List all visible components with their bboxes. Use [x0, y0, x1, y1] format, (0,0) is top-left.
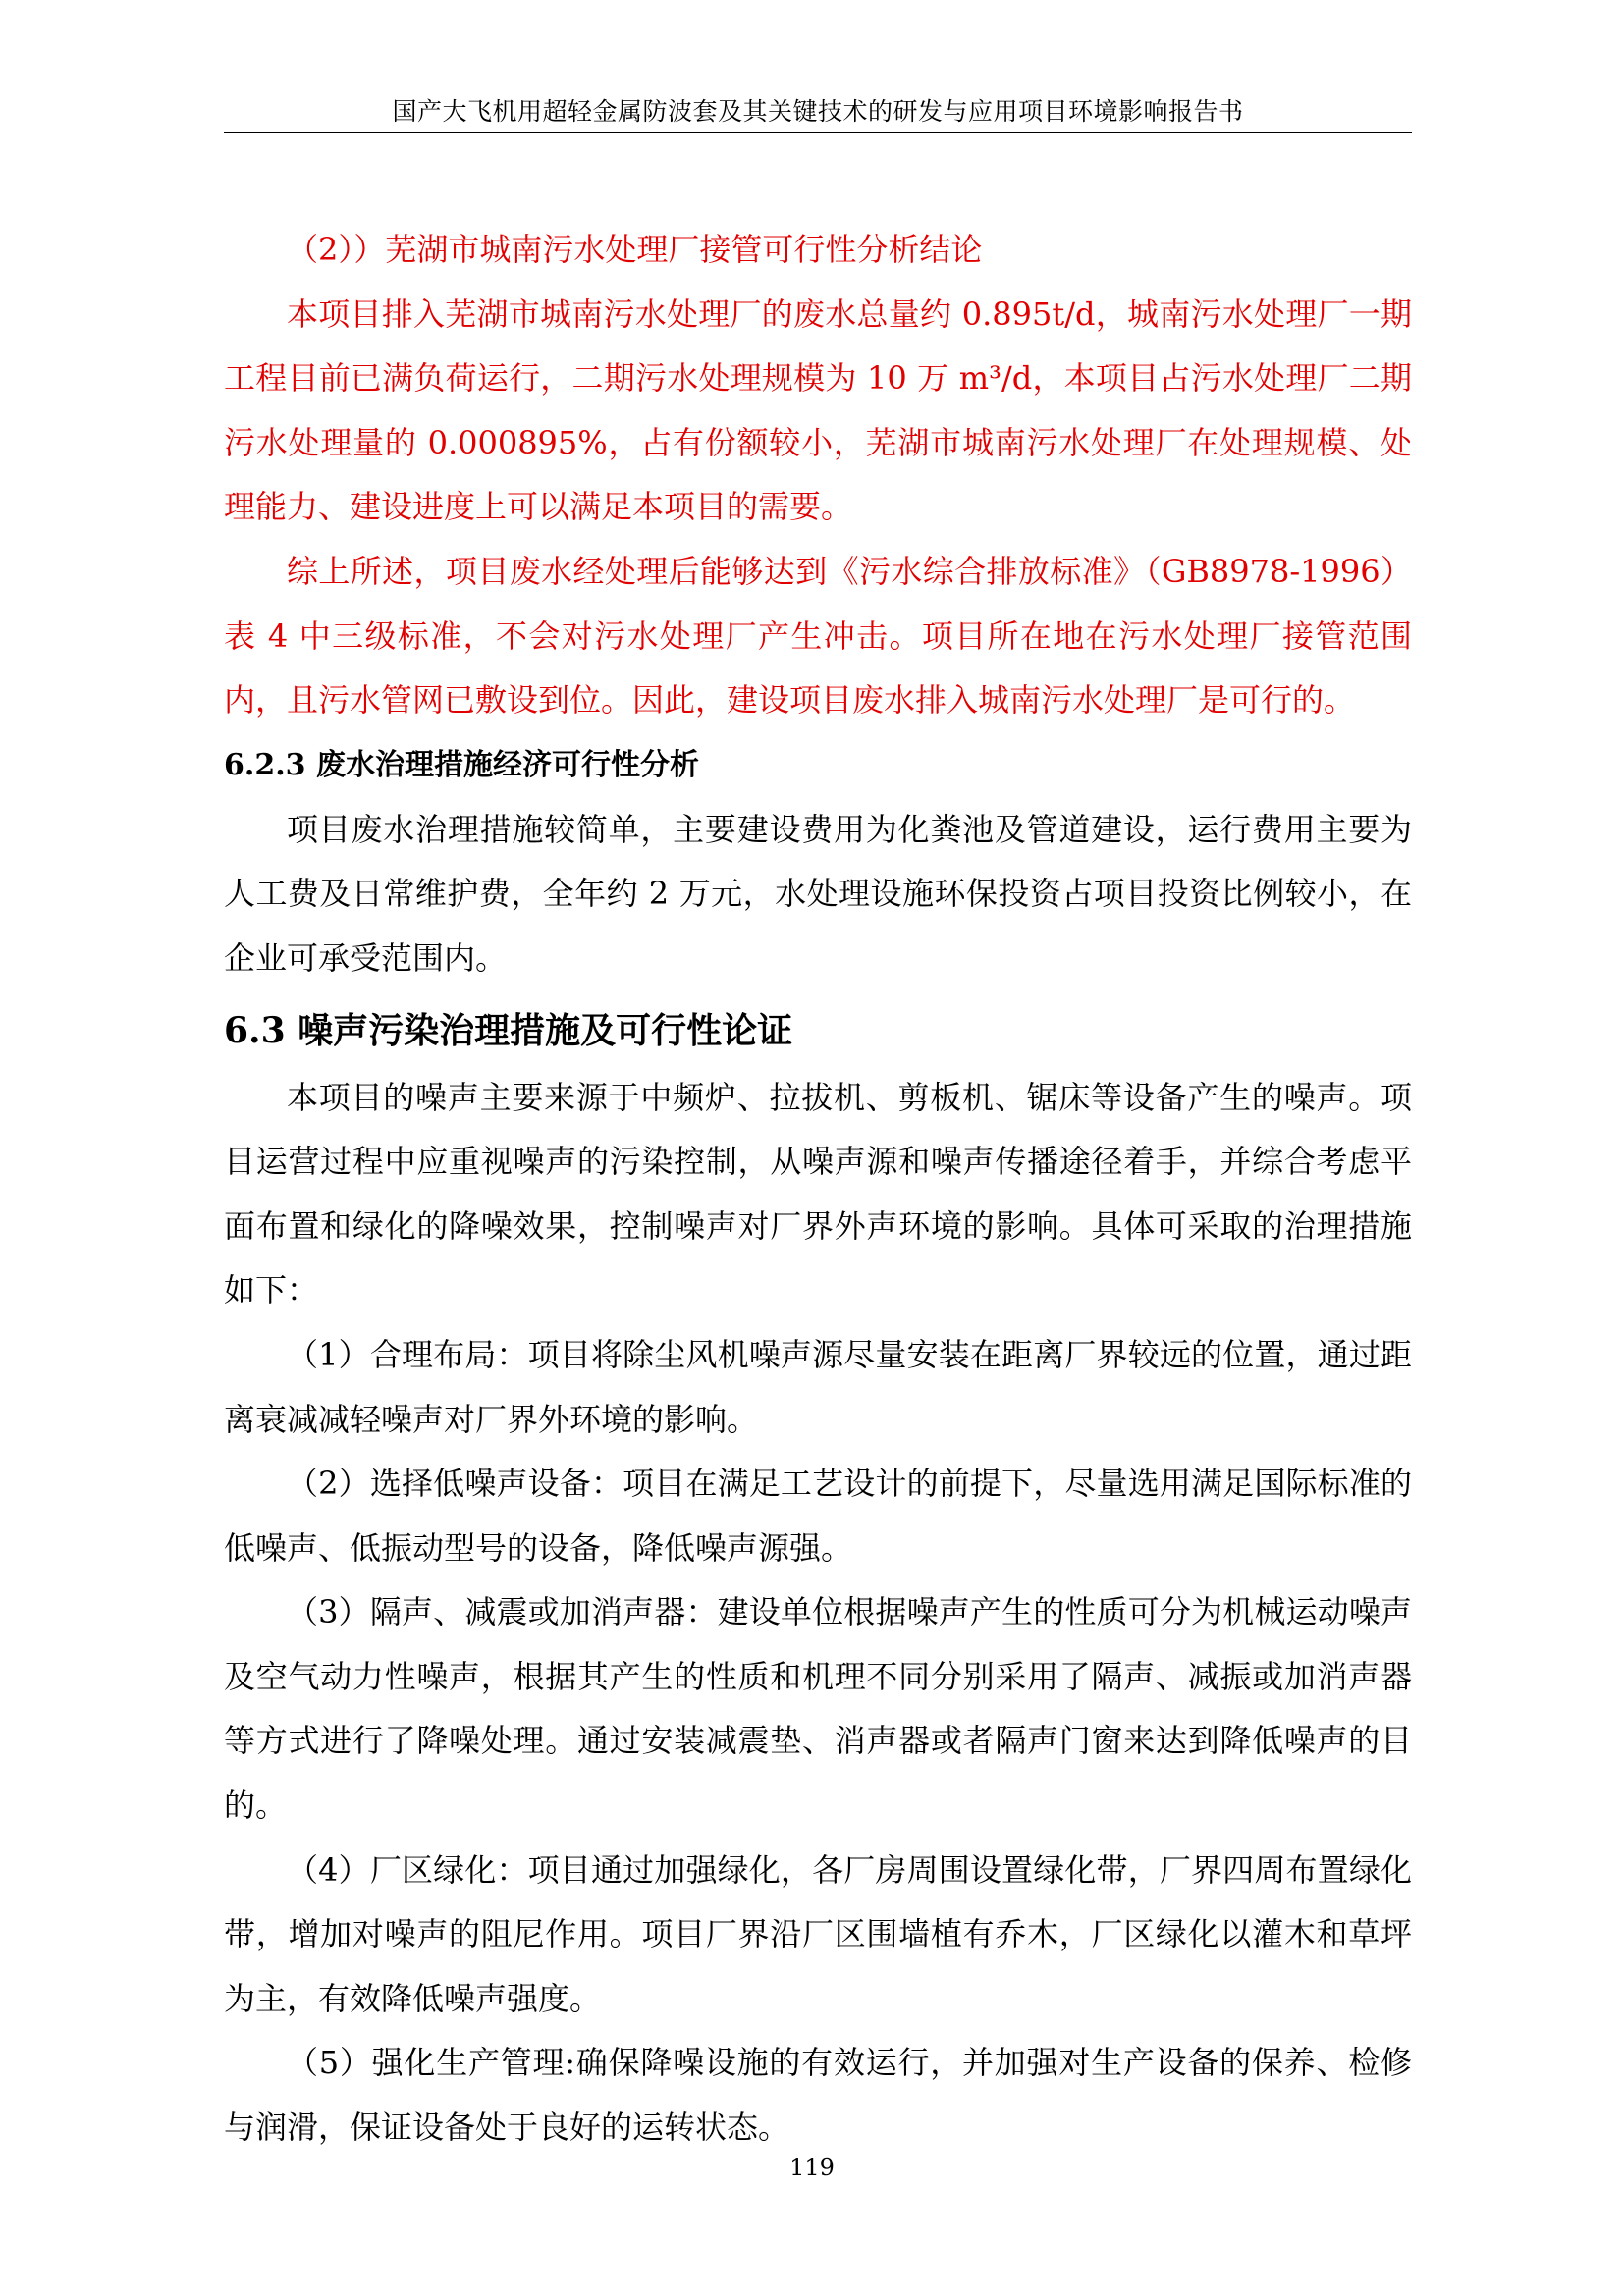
conclusion-paragraph-capacity: 本项目排入芜湖市城南污水处理厂的废水总量约 0.895t/d，城南污水处理厂一期工程目前已满负荷运行，二期污水处理规模为 10 万 m³/d，本项目占污水处理厂二期污水处理量的 0.000895%，占有份额较小，芜湖市城南污水处理厂在处理规模、处理能力、建设进度上可以满足本项目的需要。: [224, 294, 1412, 526]
section-heading-6-3: 6.3 噪声污染治理措施及可行性论证: [224, 1009, 793, 1051]
noise-measure-management: （5）强化生产管理:确保降噪设施的有效运行，并加强对生产设备的保养、检修与润滑，保证设备处于良好的运转状态。: [224, 2044, 1412, 2147]
page-body: [224, 218, 1412, 2161]
running-header: 国产大飞机用超轻金属防波套及其关键技术的研发与应用项目环境影响报告书: [392, 97, 1244, 126]
noise-measure-layout: （1）合理布局：项目将除尘风机噪声源尽量安装在距离厂界较远的位置，通过距离衰减减轻噪声对厂界外环境的影响。: [224, 1335, 1412, 1438]
noise-measure-equipment: （2）选择低噪声设备：项目在满足工艺设计的前提下，尽量选用满足国际标准的低噪声、低振动型号的设备，降低噪声源强。: [224, 1465, 1412, 1567]
wastewater-economic-paragraph: 项目废水治理措施较简单，主要建设费用为化粪池及管道建设，运行费用主要为人工费及日常维护费，全年约 2 万元，水处理设施环保投资占项目投资比例较小，在企业可承受范围内。: [224, 810, 1412, 977]
conclusion-heading: （2））芜湖市城南污水处理厂接管可行性分析结论: [287, 231, 983, 268]
header-divider: [224, 132, 1412, 133]
noise-intro-paragraph: 本项目的噪声主要来源于中频炉、拉拔机、剪板机、锯床等设备产生的噪声。项目运营过程中应重视噪声的污染控制，从噪声源和噪声传播途径着手，并综合考虑平面布置和绿化的降噪效果，控制噪声对厂界外声环境的影响。具体可采取的治理措施如下：: [224, 1078, 1412, 1309]
page-number: 119: [789, 2154, 835, 2181]
noise-measure-insulation: （3）隔声、减震或加消声器：建设单位根据噪声产生的性质可分为机械运动噪声及空气动力性噪声，根据其产生的性质和机理不同分别采用了隔声、减振或加消声器等方式进行了降噪处理。通过安装减震垫、消声器或者隔声门窗来达到降低噪声的目的。: [224, 1593, 1412, 1825]
section-heading-6-2-3: 6.2.3 废水治理措施经济可行性分析: [224, 747, 699, 782]
conclusion-paragraph-summary: 综上所述，项目废水经处理后能够达到《污水综合排放标准》（GB8978-1996）表 4 中三级标准，不会对污水处理厂产生冲击。项目所在地在污水处理厂接管范围内，且污水管网已敷设到位。因此，建设项目废水排入城南污水处理厂是可行的。: [224, 552, 1412, 720]
noise-measure-greening: （4）厂区绿化：项目通过加强绿化，各厂房周围设置绿化带，厂界四周布置绿化带，增加对噪声的阻尼作用。项目厂界沿厂区围墙植有乔木，厂区绿化以灌木和草坪为主，有效降低噪声强度。: [224, 1850, 1412, 2017]
